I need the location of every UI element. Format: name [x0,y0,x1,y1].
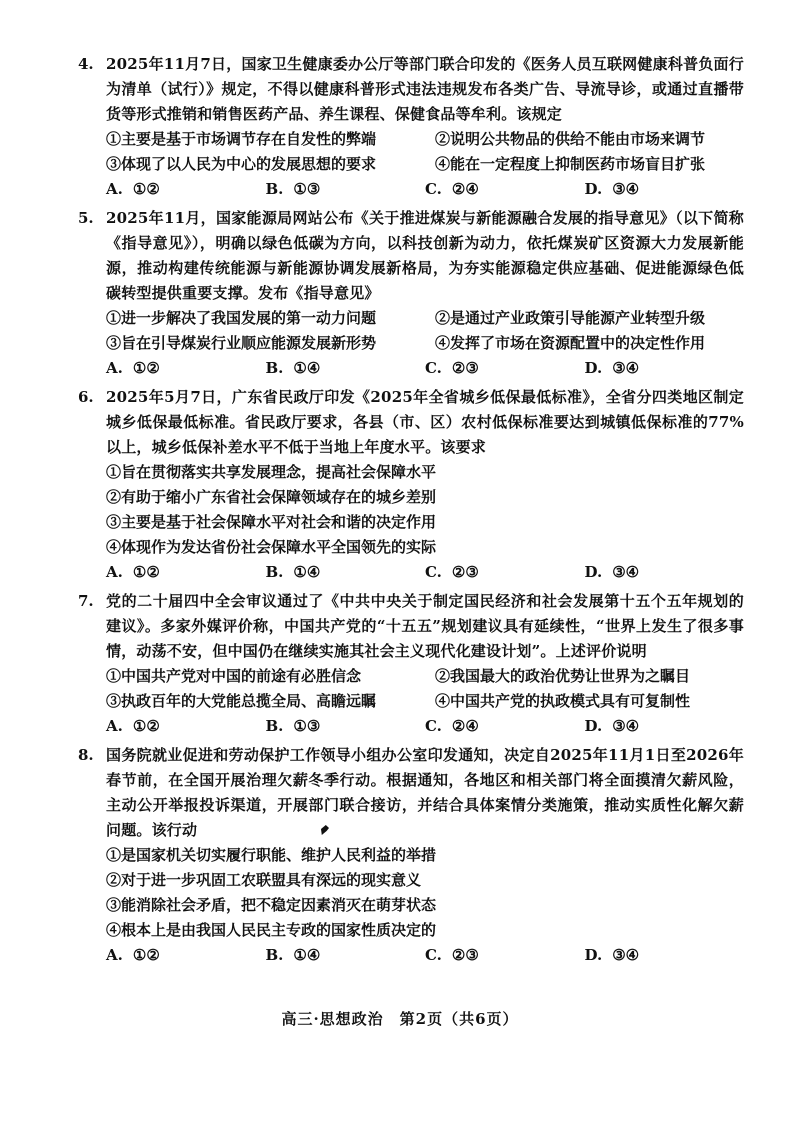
answer-choice-d[interactable]: D. ③④ [584,717,640,735]
question-number: 5. [78,209,94,227]
answer-choice-b[interactable]: B. ①④ [265,946,321,964]
answer-choice-a[interactable]: A. ①② [106,717,160,735]
question-8 [78,743,744,968]
statement-option: ③旨在引导煤炭行业顺应能源发展新形势 [106,334,377,352]
answer-choices [106,943,744,968]
statement-option: ③主要是基于社会保障水平对社会和谐的决定作用 [106,513,437,531]
answer-choice-a[interactable]: A. ①② [106,563,160,581]
statement-options [106,460,744,560]
statement-option: ②对于进一步巩固工农联盟具有深远的现实意义 [106,871,422,889]
question-stem: 党的二十届四中全会审议通过了《中共中央关于制定国民经济和社会发展第十五个五年规划的建议》。多家外媒评价称，中国共产党的“十五五”规划建议具有延续性，“世界上发生了很多事情，动荡不安，但中国仍在继续实施其社会主义现代化建设计划”。上述评价说明 [106,592,744,660]
question-number: 8. [78,746,94,764]
answer-choices [106,560,744,585]
statement-option: ②说明公共物品的供给不能由市场来调节 [435,130,706,148]
statement-option: ②是通过产业政策引导能源产业转型升级 [435,309,706,327]
statement-options [106,127,744,177]
statement-options [106,664,744,714]
question-6 [78,385,744,585]
statement-option: ④体现作为发达省份社会保障水平全国领先的实际 [106,538,437,556]
answer-choice-c[interactable]: C. ②③ [425,946,479,964]
answer-choices [106,714,744,739]
question-number: 7. [78,592,94,610]
answer-choice-d[interactable]: D. ③④ [584,563,640,581]
answer-choice-d[interactable]: D. ③④ [584,946,640,964]
statement-options [106,306,744,356]
statement-options [106,843,744,943]
answer-choice-b[interactable]: B. ①③ [265,180,321,198]
statement-option: ①主要是基于市场调节存在自发性的弊端 [106,130,377,148]
statement-option: ②我国最大的政治优势让世界为之瞩目 [435,667,691,685]
statement-option: ③能消除社会矛盾，把不稳定因素消灭在萌芽状态 [106,896,437,914]
answer-choice-d[interactable]: D. ③④ [584,180,640,198]
answer-choice-d[interactable]: D. ③④ [584,359,640,377]
answer-choice-a[interactable]: A. ①② [106,946,160,964]
question-7 [78,589,744,739]
answer-choice-b[interactable]: B. ①④ [265,359,321,377]
statement-option: ④能在一定程度上抑制医药市场盲目扩张 [435,155,706,173]
answer-choice-c[interactable]: C. ②④ [425,180,479,198]
question-number: 6. [78,388,94,406]
question-stem: 2025年5月7日，广东省民政厅印发《2025年全省城乡低保最低标准》，全省分四类地区制定城乡低保最低标准。省民政厅要求，各县（市、区）农村低保标准要达到城镇低保标准的77%以上，城乡低保补差水平不低于当地上年度水平。该要求 [106,388,744,456]
question-stem: 2025年11月，国家能源局网站公布《关于推进煤炭与新能源融合发展的指导意见》（以下简称《指导意见》），明确以绿色低碳为方向，以科技创新为动力，依托煤炭矿区资源大力发展新能源，推动构建传统能源与新能源协调发展新格局，为夯实能源稳定供应基础、促进能源绿色低碳转型提供重要支撑。发布《指导意见》 [106,209,744,302]
answer-choice-c[interactable]: C. ②③ [425,359,479,377]
statement-option: ②有助于缩小广东省社会保障领域存在的城乡差别 [106,488,437,506]
answer-choice-a[interactable]: A. ①② [106,180,160,198]
question-stem: 国务院就业促进和劳动保护工作领导小组办公室印发通知，决定自2025年11月1日至2026年春节前，在全国开展治理欠薪冬季行动。根据通知，各地区和相关部门将全面摸清欠薪风险，主动公开举报投诉渠道，开展部门联合接访，并结合具体案情分类施策，推动实质性化解欠薪问题。该行动 [106,746,744,839]
answer-choices [106,177,744,202]
question-number: 4. [78,55,94,73]
question-4 [78,52,744,202]
statement-option: ①进一步解决了我国发展的第一动力问题 [106,309,377,327]
statement-option: ④根本上是由我国人民民主专政的国家性质决定的 [106,921,437,939]
question-stem: 2025年11月7日，国家卫生健康委办公厅等部门联合印发的《医务人员互联网健康科普负面行为清单（试行）》规定，不得以健康科普形式违法违规发布各类广告、导流导诊，或通过直播带货等形式推销和销售医药产品、养生课程、保健食品等牟利。该规定 [106,55,744,123]
answer-choice-c[interactable]: C. ②④ [425,717,479,735]
statement-option: ①是国家机关切实履行职能、维护人民利益的举措 [106,846,437,864]
statement-option: ③体现了以人民为中心的发展思想的要求 [106,155,377,173]
page-footer: 高三·思想政治 第2页（共6页） [281,1010,519,1028]
answer-choices [106,356,744,381]
statement-option: ①旨在贯彻落实共享发展理念，提高社会保障水平 [106,463,437,481]
question-5 [78,206,744,381]
answer-choice-c[interactable]: C. ②③ [425,563,479,581]
answer-choice-b[interactable]: B. ①③ [265,717,321,735]
statement-option: ③执政百年的大党能总揽全局、高瞻远瞩 [106,692,377,710]
statement-option: ①中国共产党对中国的前途有必胜信念 [106,667,362,685]
statement-option: ④发挥了市场在资源配置中的决定性作用 [435,334,706,352]
answer-choice-a[interactable]: A. ①② [106,359,160,377]
answer-choice-b[interactable]: B. ①④ [265,563,321,581]
statement-option: ④中国共产党的执政模式具有可复制性 [435,692,691,710]
